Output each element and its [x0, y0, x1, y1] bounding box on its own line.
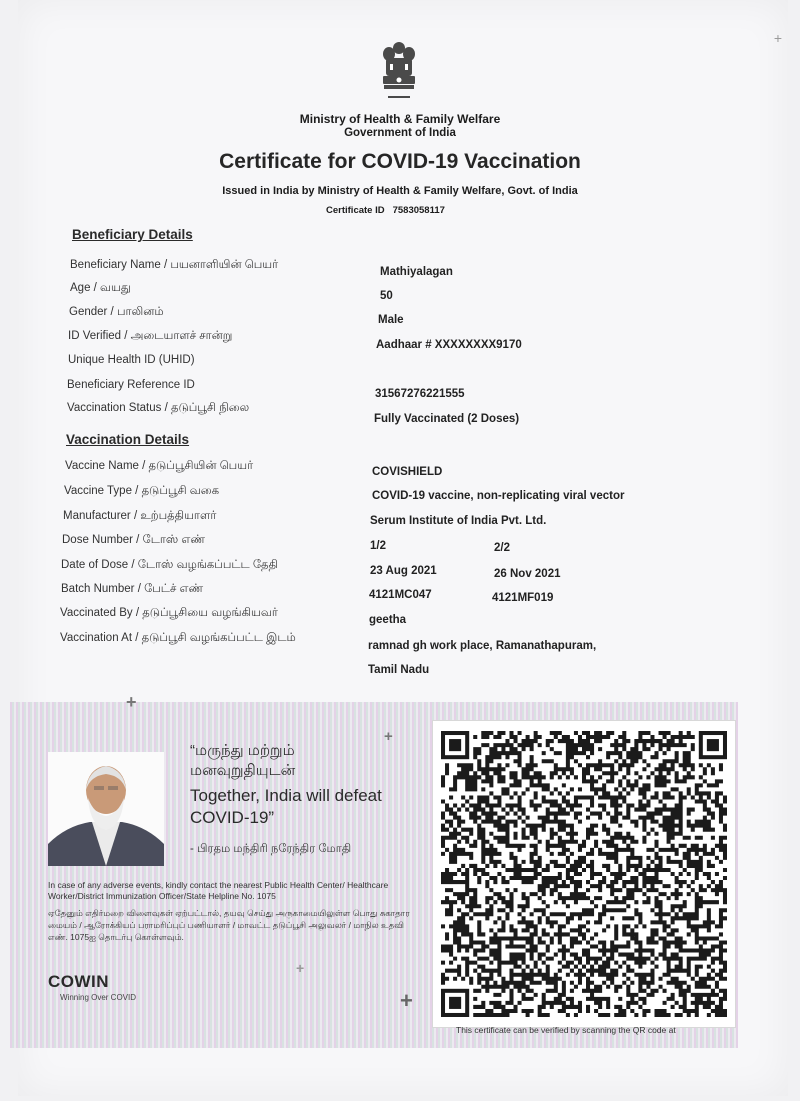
quote-english-line1: Together, India will defeat	[190, 786, 382, 805]
value-age: 50	[380, 290, 393, 302]
label-batch-number: Batch Number / பேட்ச் எண்	[61, 583, 204, 595]
value-beneficiary-name: Mathiyalagan	[380, 266, 453, 278]
value-vaccine-type: COVID-19 vaccine, non-replicating viral vector	[372, 490, 625, 502]
label-vaccine-name: Vaccine Name / தடுப்பூசியின் பெயர்	[65, 460, 254, 472]
label-date-of-dose: Date of Dose / டோஸ் வழங்கப்பட்ட தேதி	[61, 559, 278, 571]
value-vaccine-name: COVISHIELD	[372, 466, 443, 478]
plus-icon: +	[384, 728, 393, 745]
qr-code-icon	[441, 731, 727, 1017]
value-vaccination-status: Fully Vaccinated (2 Doses)	[374, 413, 520, 425]
label-age: Age / வயது	[70, 282, 131, 294]
qr-code-frame	[432, 720, 736, 1028]
national-emblem-icon	[374, 38, 424, 108]
value-manufacturer: Serum Institute of India Pvt. Ltd.	[370, 515, 547, 527]
label-uhid: Unique Health ID (UHID)	[68, 354, 195, 366]
vaccination-details-heading: Vaccination Details	[66, 432, 190, 447]
label-vaccinated-by: Vaccinated By / தடுப்பூசியை வழங்கியவர்	[60, 607, 278, 619]
crop-mark: +	[773, 30, 782, 46]
quote-english-line2: COVID-19”	[190, 808, 275, 827]
qr-verification-caption: This certificate can be verified by scanning the QR code at	[456, 1025, 676, 1035]
label-id-verified: ID Verified / அடையாளச் சான்று	[68, 330, 233, 342]
value-batch-dose-1: 4121MC047	[369, 589, 432, 601]
portrait-image	[48, 752, 164, 866]
label-vaccination-status: Vaccination Status / தடுப்பூசி நிலை	[67, 402, 250, 414]
quote-attribution: - பிரதம மந்திரி நரேந்திர மோதி	[190, 843, 352, 855]
label-dose-number: Dose Number / டோஸ் எண்	[62, 534, 206, 546]
label-manufacturer: Manufacturer / உற்பத்தியாளர்	[63, 510, 217, 522]
government-name: Government of India	[344, 127, 456, 139]
quote-tamil-line1: “மருந்து மற்றும்	[190, 742, 295, 759]
certificate-title: Certificate for COVID-19 Vaccination	[219, 150, 581, 173]
value-vaccinated-by: geetha	[369, 614, 407, 626]
helpline-tamil: ஏதேனும் எதிர்மறை விளைவுகள் ஏற்பட்டால், தயவு செய்து அருகாமையிலுள்ள பொது சுகாதார மையம் / ஆரோக்கியப் பராமரிப்புப் பணியாளர் / மாவட்ட தடுப்பூசி அலுவலர் / மாநில உதவி எண். 1075ஐ தொடர்பு கொள்ளவும்.	[48, 908, 410, 942]
beneficiary-details-heading: Beneficiary Details	[72, 227, 193, 242]
cowin-tagline: Winning Over COVID	[60, 993, 137, 1002]
cowin-logo: COWIN	[48, 972, 110, 991]
label-beneficiary-name: Beneficiary Name / பயனாளியின் பெயர்	[70, 259, 279, 271]
label-gender: Gender / பாலினம்	[69, 306, 164, 318]
value-date-dose-2: 26 Nov 2021	[494, 568, 561, 580]
plus-icon: +	[126, 692, 137, 712]
label-vaccine-type: Vaccine Type / தடுப்பூசி வகை	[64, 485, 220, 497]
issued-by-line: Issued in India by Ministry of Health & Family Welfare, Govt. of India	[222, 185, 578, 197]
value-date-dose-1: 23 Aug 2021	[370, 565, 437, 577]
value-vaccination-at-line2: Tamil Nadu	[368, 664, 430, 676]
value-id-verified: Aadhaar # XXXXXXXX9170	[376, 339, 522, 351]
plus-icon: +	[400, 988, 413, 1013]
value-vaccination-at: ramnad gh work place, Ramanathapuram,	[368, 640, 597, 652]
value-dose-2: 2/2	[494, 542, 510, 554]
certificate-id-label: Certificate ID	[326, 205, 385, 216]
value-gender: Male	[378, 314, 404, 326]
quote-tamil-line2: மனவுறுதியுடன்	[190, 762, 296, 779]
certificate-id	[326, 205, 445, 216]
value-batch-dose-2: 4121MF019	[492, 592, 554, 604]
label-vaccination-at: Vaccination At / தடுப்பூசி வழங்கப்பட்ட இடம்	[60, 632, 296, 644]
value-reference-id: 31567276221555	[375, 388, 465, 400]
label-reference-id: Beneficiary Reference ID	[67, 379, 195, 391]
certificate-id-value: 7583058117	[392, 205, 445, 216]
plus-icon: +	[296, 960, 305, 976]
value-dose-1: 1/2	[370, 540, 386, 552]
helpline-english: In case of any adverse events, kindly contact the nearest Public Health Center/ Healthcare Worker/District Immunization Officer/State Helpline No. 1075	[48, 880, 389, 901]
ministry-name: Ministry of Health & Family Welfare	[299, 112, 501, 126]
